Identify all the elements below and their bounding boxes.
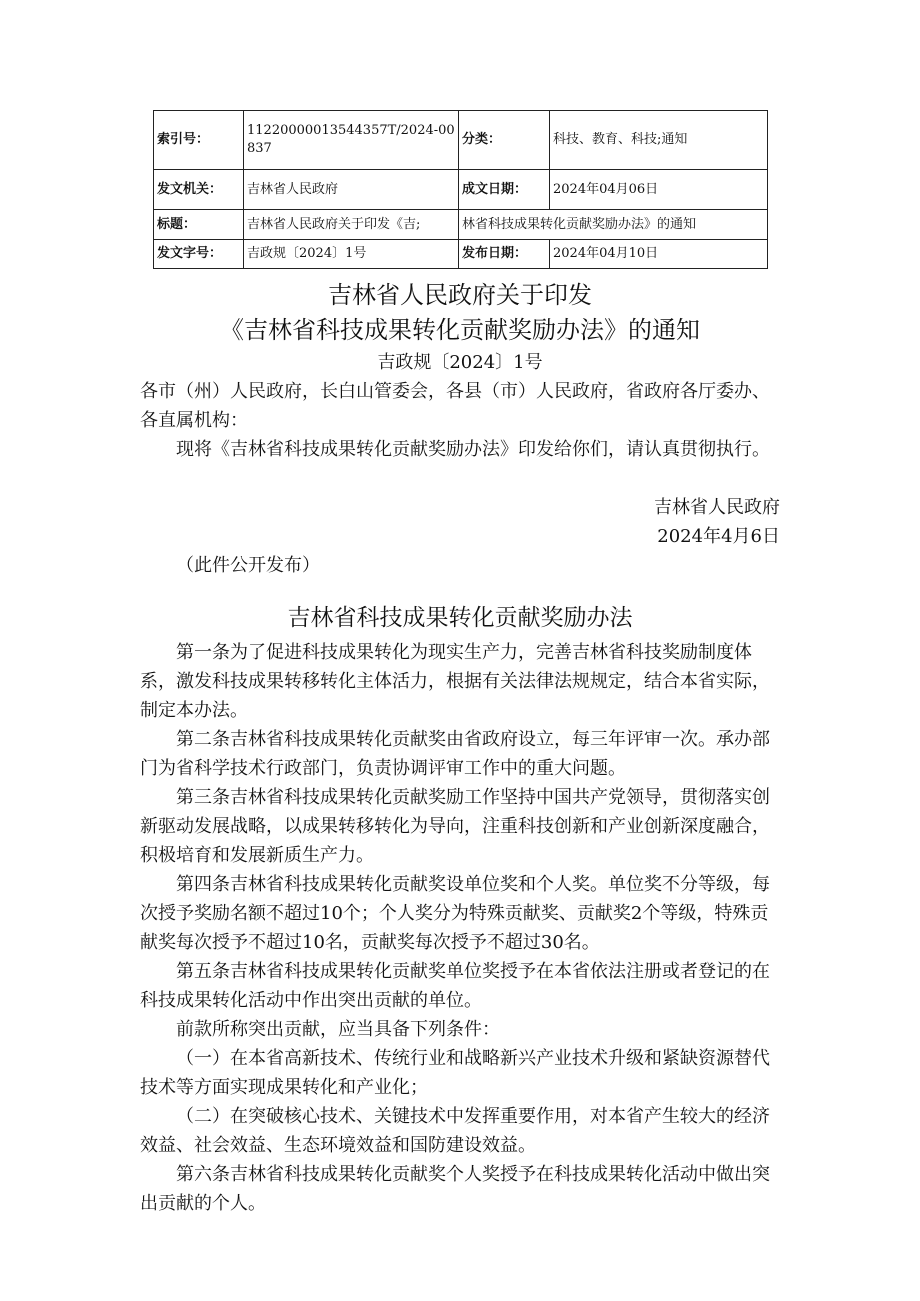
metadata-row-index <box>154 111 768 170</box>
title-value-part2: 林省科技成果转化贡献奖励办法》的通知 <box>459 210 768 240</box>
article-paragraph: 第一条为了促进科技成果转化为现实生产力，完善吉林省科技奖励制度体系，激发科技成果转移转化主体活力，根据有关法律法规规定，结合本省实际，制定本办法。 <box>140 642 770 721</box>
published-date-value: 2024年04月10日 <box>550 240 768 269</box>
article-paragraph: 前款所称突出贡献，应当具备下列条件： <box>176 1019 500 1040</box>
category-label: 分类： <box>459 111 550 170</box>
docno-value: 吉政规〔2024〕1号 <box>244 240 459 269</box>
notice-title-line2: 《吉林省科技成果转化贡献奖励办法》的通知 <box>220 316 700 344</box>
index-value: 11220000013544357T/2024-00837 <box>244 111 459 170</box>
notice-title-line1: 吉林省人民政府关于印发 <box>328 281 592 309</box>
category-value: 科技、教育、科技;通知 <box>550 111 768 170</box>
notice-doc-number: 吉政规〔2024〕1号 <box>377 352 543 373</box>
document-body <box>140 278 780 1218</box>
article-paragraph: 第二条吉林省科技成果转化贡献奖由省政府设立，每三年评审一次。承办部门为省科学技术行政部门，负责协调评审工作中的重大问题。 <box>140 729 770 779</box>
title-value-part1: 吉林省人民政府关于印发《吉; <box>244 210 459 240</box>
document-metadata-table <box>153 110 768 269</box>
created-date-label: 成文日期： <box>459 170 550 210</box>
docno-label: 发文字号： <box>154 240 244 269</box>
article-paragraph: （一）在本省高新技术、传统行业和战略新兴产业技术升级和紧缺资源替代技术等方面实现成果转化和产业化； <box>140 1048 770 1098</box>
published-date-label: 发布日期： <box>459 240 550 269</box>
notice-date: 2024年4月6日 <box>657 526 780 547</box>
measures-title: 吉林省科技成果转化贡献奖励办法 <box>287 605 633 631</box>
notice-addressees: 各市（州）人民政府，长白山管委会，各县（市）人民政府，省政府各厅委办、各直属机构： <box>140 381 770 431</box>
metadata-row-docno <box>154 240 768 269</box>
metadata-row-title <box>154 210 768 240</box>
metadata-row-issuer <box>154 170 768 210</box>
article-paragraph: 第六条吉林省科技成果转化贡献奖个人奖授予在科技成果转化活动中做出突出贡献的个人。 <box>140 1164 770 1214</box>
article-paragraph: 第五条吉林省科技成果转化贡献奖单位奖授予在本省依法注册或者登记的在科技成果转化活动中作出突出贡献的单位。 <box>140 961 770 1011</box>
issuer-label: 发文机关： <box>154 170 244 210</box>
created-date-value: 2024年04月06日 <box>550 170 768 210</box>
index-label: 索引号： <box>154 111 244 170</box>
article-paragraph: 第三条吉林省科技成果转化贡献奖励工作坚持中国共产党领导，贯彻落实创新驱动发展战略，以成果转移转化为导向，注重科技创新和产业创新深度融合，积极培育和发展新质生产力。 <box>140 787 770 866</box>
issuer-value: 吉林省人民政府 <box>244 170 459 210</box>
title-label: 标题： <box>154 210 244 240</box>
notice-signer: 吉林省人民政府 <box>654 497 780 518</box>
notice-body: 现将《吉林省科技成果转化贡献奖励办法》印发给你们，请认真贯彻执行。 <box>176 439 770 460</box>
article-paragraph: （二）在突破核心技术、关键技术中发挥重要作用，对本省产生较大的经济效益、社会效益、生态环境效益和国防建设效益。 <box>140 1106 770 1156</box>
notice-disclosure: （此件公开发布） <box>176 555 320 576</box>
article-paragraph: 第四条吉林省科技成果转化贡献奖设单位奖和个人奖。单位奖不分等级，每次授予奖励名额不超过10个；个人奖分为特殊贡献奖、贡献奖2个等级，特殊贡献奖每次授予不超过10名，贡献奖每次授予不超过30名。 <box>140 874 770 953</box>
